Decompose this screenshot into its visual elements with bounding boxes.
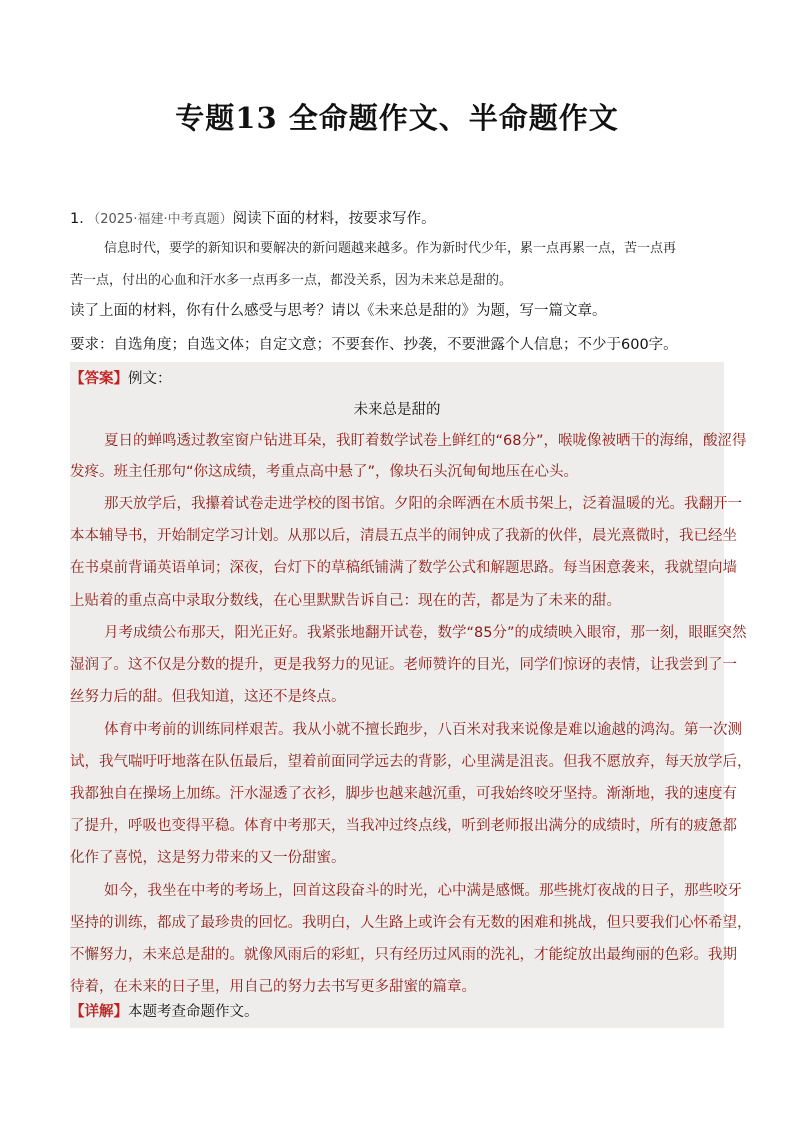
essay-line: 月考成绩公布那天，阳光正好。我紧张地翻开试卷，数学“85分”的成绩映入眼帘，那一刻，眼眶突然 xyxy=(104,625,747,641)
essay-line: 湿润了。这不仅是分数的提升，更是我努力的见证。老师赞许的目光，同学们惊讶的表情，让我尝到了一 xyxy=(70,657,737,673)
answer-tag: 【答案】 xyxy=(70,371,128,387)
essay-line: 待着，在未来的日子里，用自己的努力去书写更多甜蜜的篇章。 xyxy=(70,979,476,995)
essay-line: 不懈努力，未来总是甜的。就像风雨后的彩虹，只有经历过风雨的洗礼，才能绽放出最绚丽的色彩。我期 xyxy=(70,947,737,963)
question-number: 1． xyxy=(70,211,94,227)
question-prompt-text: 阅读下面的材料，按要求写作。 xyxy=(232,211,436,227)
essay-line: 那天放学后，我攥着试卷走进学校的图书馆。夕阳的余晖洒在木质书架上，泛着温暖的光。我翻开一 xyxy=(104,496,742,512)
material-passage xyxy=(70,233,724,297)
essay-title: 未来总是甜的 xyxy=(353,402,441,418)
question-source: （2025·福建·中考真题） xyxy=(93,212,233,227)
essay-line: 如今，我坐在中考的考场上，回首这段奋斗的时光，心中满是感慨。那些挑灯夜战的日子，那些咬牙 xyxy=(104,883,742,899)
essay-line: 化作了喜悦，这是努力带来的又一份甜蜜。 xyxy=(70,850,346,866)
essay-line: 本本辅导书，开始制定学习计划。从那以后，清晨五点半的闹钟成了我新的伙伴，晨光熹微时，我已经坐 xyxy=(70,528,737,544)
answer-block xyxy=(70,362,752,1028)
detail-text: 本题考查命题作文。 xyxy=(128,1004,259,1020)
essay-line: 上贴着的重点高中录取分数线，在心里默默告诉自己：现在的苦，都是为了未来的甜。 xyxy=(70,593,621,609)
material-line: 信息时代，要学的新知识和要解决的新问题越来越多。作为新时代少年，累一点再累一点，苦一点再 xyxy=(104,241,677,256)
answer-label: 例文： xyxy=(128,371,172,387)
page-title: 专题13 全命题作文、半命题作文 xyxy=(175,101,619,135)
question-prompt xyxy=(70,207,724,232)
essay-line: 试，我气喘吁吁地落在队伍最后，望着前面同学远去的背影，心里满是沮丧。但我不愿放弃，每天放学后， xyxy=(70,754,752,770)
essay-line: 发疼。班主任那句“你这成绩，考重点高中悬了”，像块石头沉甸甸地压在心头。 xyxy=(70,464,579,480)
question-requirements: 要求：自选角度；自选文体；自定文意；不要套作、抄袭，不要泄露个人信息；不少于600字。 xyxy=(70,337,678,353)
question-instruction: 读了上面的材料，你有什么感受与思考？请以《未来总是甜的》为题，写一篇文章。 xyxy=(70,303,607,319)
essay-line: 丝努力后的甜。但我知道，这还不是终点。 xyxy=(70,689,346,705)
detail-line xyxy=(70,1000,724,1024)
essay-line: 体育中考前的训练同样艰苦。我从小就不擅长跑步，八百米对我来说像是难以逾越的鸿沟。第一次测 xyxy=(104,722,742,738)
essay-line: 我都独自在操场上加练。汗水湿透了衣衫，脚步也越来越沉重，可我始终咬牙坚持。渐渐地，我的速度有 xyxy=(70,786,737,802)
material-line: 苦一点，付出的心血和汗水多一点再多一点，都没关系，因为未来总是甜的。 xyxy=(70,273,513,288)
essay-line: 在书桌前背诵英语单词；深夜，台灯下的草稿纸铺满了数学公式和解题思路。每当困意袭来，我就望向墙 xyxy=(70,560,737,576)
essay-line: 了提升，呼吸也变得平稳。体育中考那天，当我冲过终点线，听到老师报出满分的成绩时，所有的疲惫都 xyxy=(70,818,737,834)
essay-line: 夏日的蝉鸣透过教室窗户钻进耳朵，我盯着数学试卷上鲜红的“68分”，喉咙像被晒干的海绵，酸涩得 xyxy=(104,433,747,449)
essay-line: 坚持的训练，都成了最珍贵的回忆。我明白，人生路上或许会有无数的困难和挑战，但只要我们心怀希望， xyxy=(70,915,752,931)
answer-header xyxy=(70,367,724,391)
detail-tag: 【详解】 xyxy=(70,1004,128,1020)
